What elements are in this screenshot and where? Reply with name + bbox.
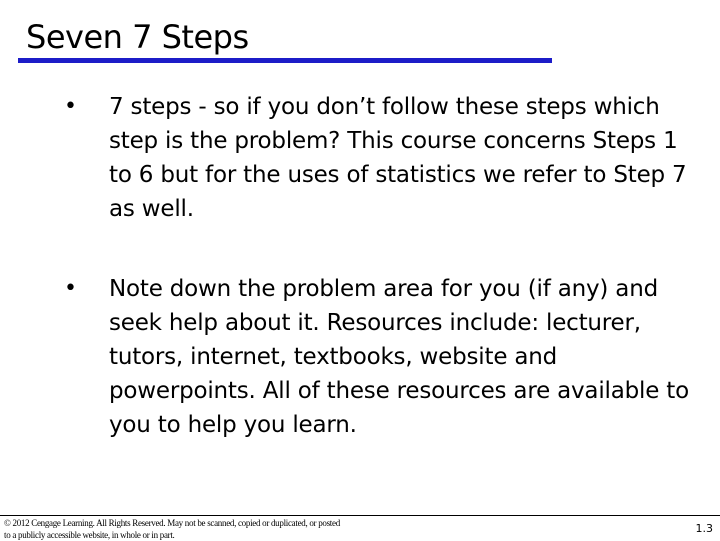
bullet-marker: • [64,94,77,119]
bullet-marker: • [64,276,77,301]
slide-number: 1.3 [695,522,713,535]
title-underline [18,58,552,63]
copyright-notice: © 2012 Cengage Learning. All Rights Reserved. May not be scanned, copied or duplicated, or posted to a publicly accessible website, in whole or in part. [4,518,340,540]
slide-title: Seven 7 Steps [26,18,249,56]
bullet-text: Note down the problem area for you (if any) and seek help about it. Resources include: lecturer, tutors, internet, textbooks, website and powerpoints. All of these resources are available to you to help you learn. [109,276,689,438]
footer-divider [0,515,720,516]
bullet-text: 7 steps - so if you don’t follow these steps which step is the problem? This course concerns Steps 1 to 6 but for the uses of statistics we refer to Step 7 as well. [109,94,687,222]
